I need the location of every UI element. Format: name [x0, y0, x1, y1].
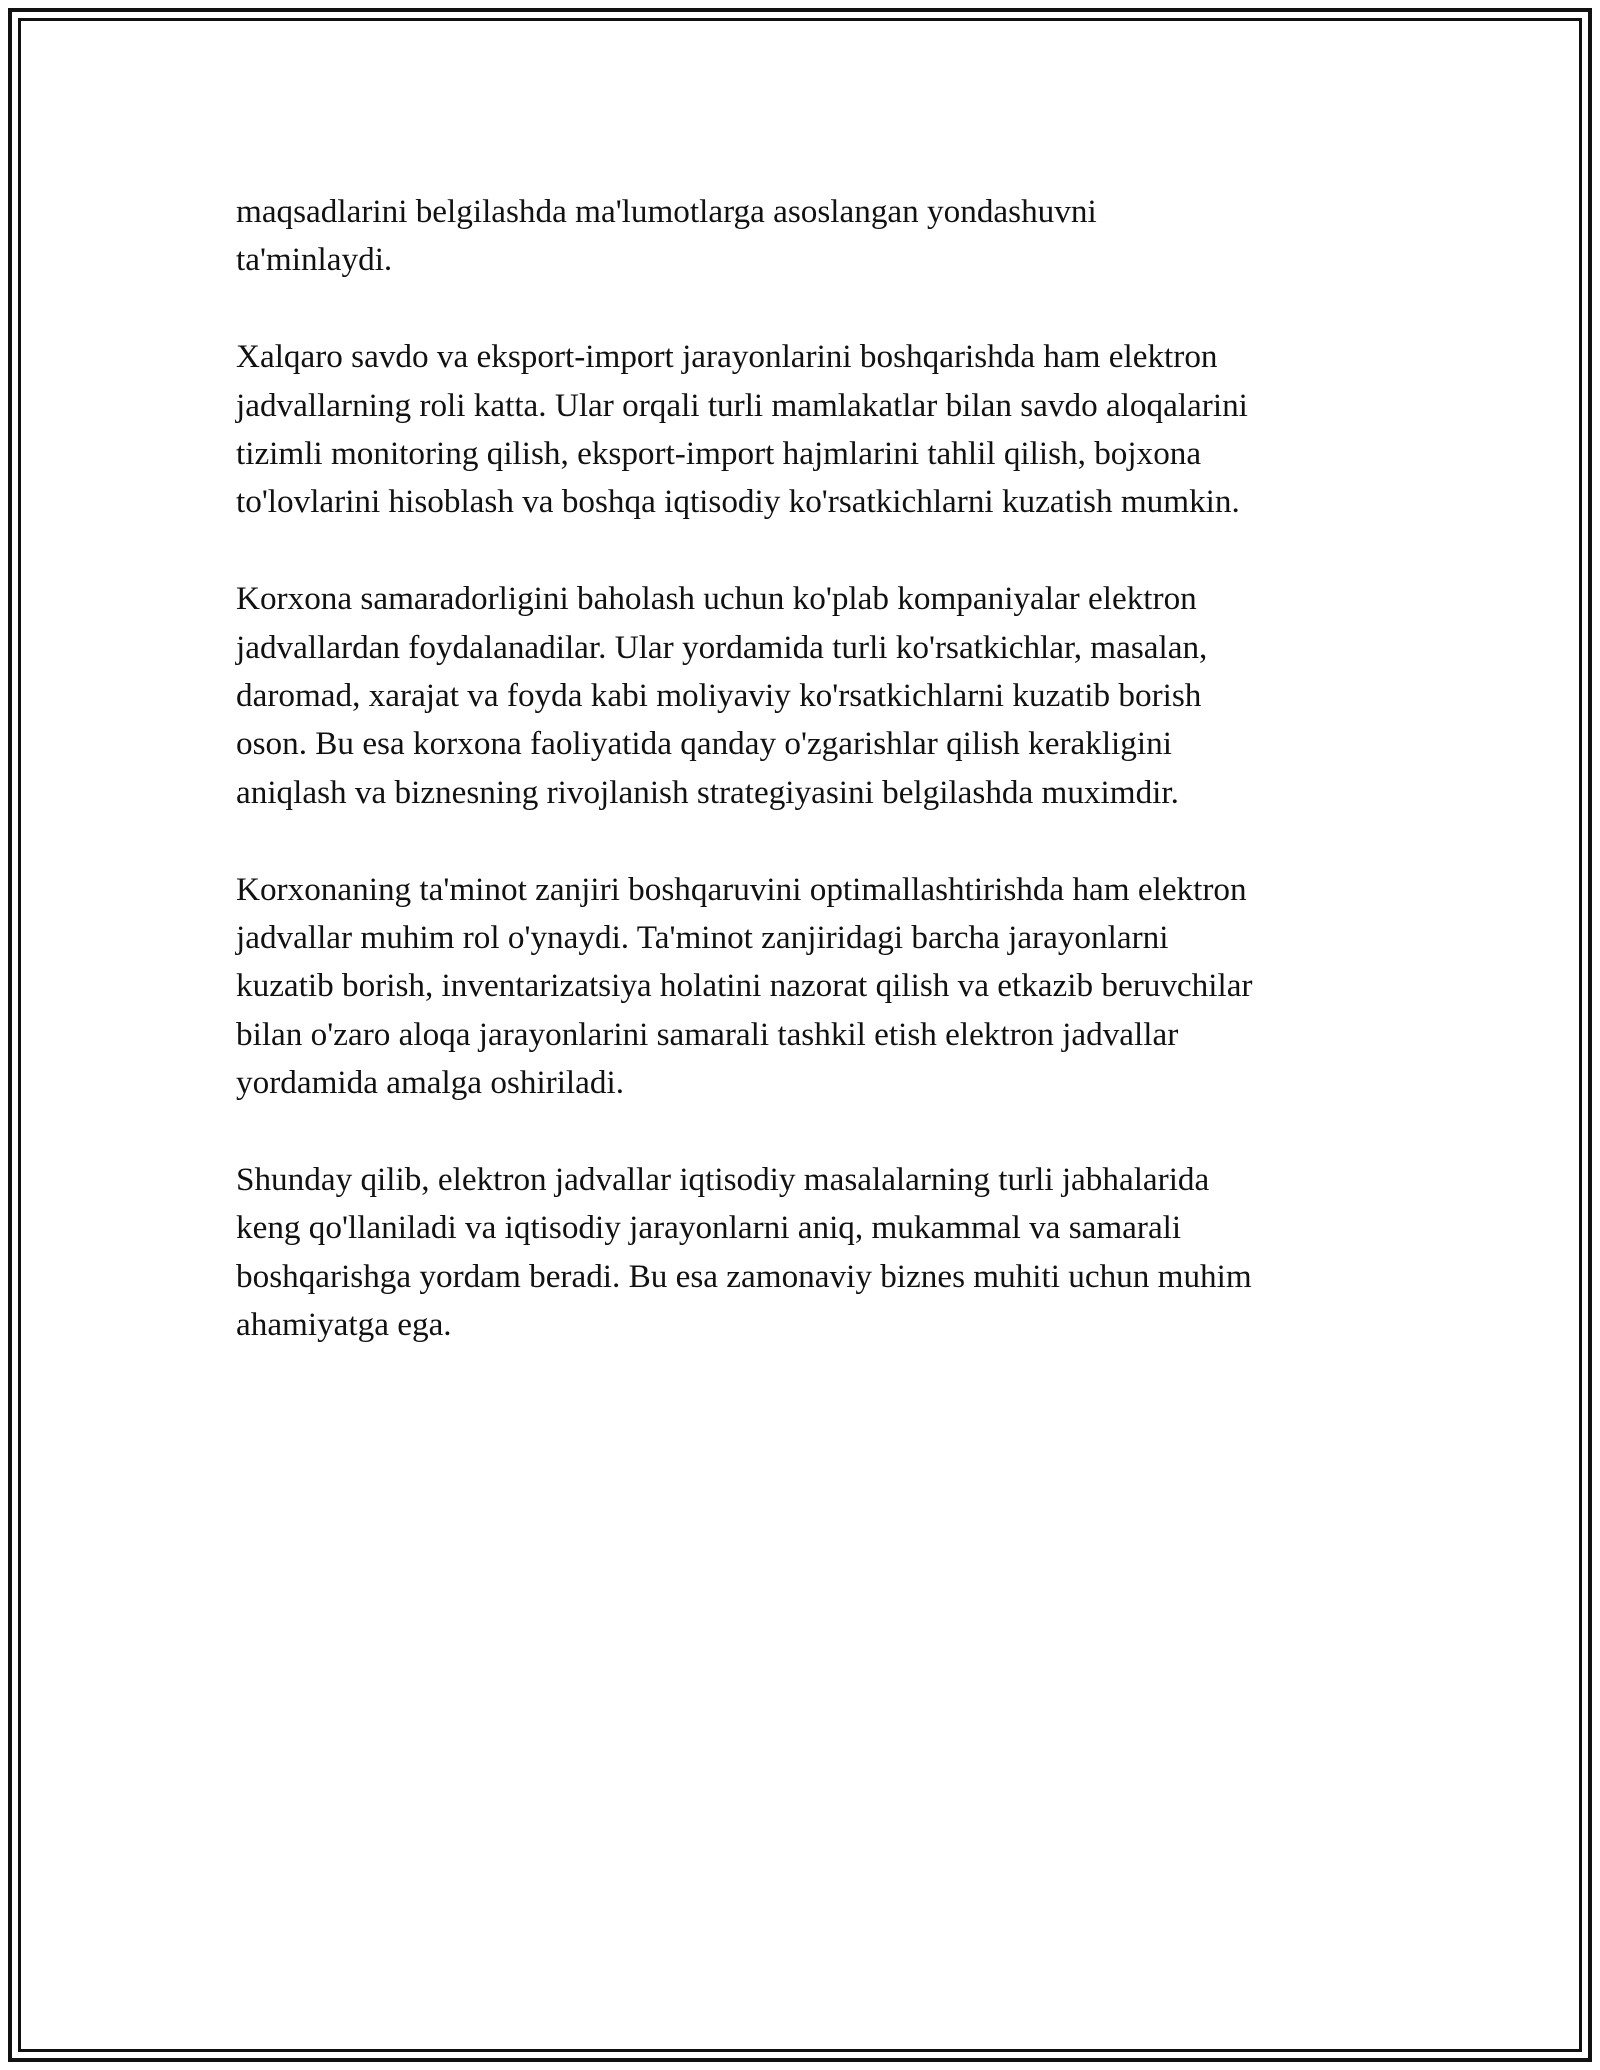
- paragraph-4: Korxonaning ta'minot zanjiri boshqaruvini optimallashtirishda ham elektron jadvallar muhim rol o'ynaydi. Ta'minot zanjiridagi barcha jarayonlarni kuzatib borish, inventarizatsiya holatini nazorat qilish va etkazib beruvchilar bilan o'zaro aloqa jarayonlarini samarali tashkil etish elektron jadvallar yordamida amalga oshiriladi.: [236, 870, 1253, 1102]
- paragraph-1: maqsadlarini belgilashda ma'lumotlarga asoslangan yondashuvni ta'minlaydi.: [236, 193, 1097, 279]
- paragraph-3: Korxona samaradorligini baholash uchun ko'plab kompaniyalar elektron jadvallardan foydalanadilar. Ular yordamida turli ko'rsatkichlar, masalan, daromad, xarajat va foyda kabi moliyaviy ko'rsatkichlarni kuzatib borish oson. Bu esa korxona faoliyatida qanday o'zgarishlar qilish kerakligini aniqlash va biznesning rivojlanish strategiyasini belgilashda muximdir.: [236, 580, 1208, 811]
- paragraph-5: Shunday qilib, elektron jadvallar iqtisodiy masalalarning turli jabhalarida keng qo'llaniladi va iqtisodiy jarayonlarni aniq, mukammal va samarali boshqarishga yordam beradi. Bu esa zamonaviy biznes muhiti uchun muhim ahamiyatga ega.: [236, 1161, 1252, 1344]
- document-body: [236, 188, 1376, 1398]
- paragraph-2: Xalqaro savdo va eksport-import jarayonlarini boshqarishda ham elektron jadvallarning roli katta. Ular orqali turli mamlakatlar bilan savdo aloqalarini tizimli monitoring qilish, eksport-import hajmlarini tahlil qilish, bojxona to'lovlarini hisoblash va boshqa iqtisodiy ko'rsatkichlarni kuzatish mumkin.: [236, 338, 1248, 521]
